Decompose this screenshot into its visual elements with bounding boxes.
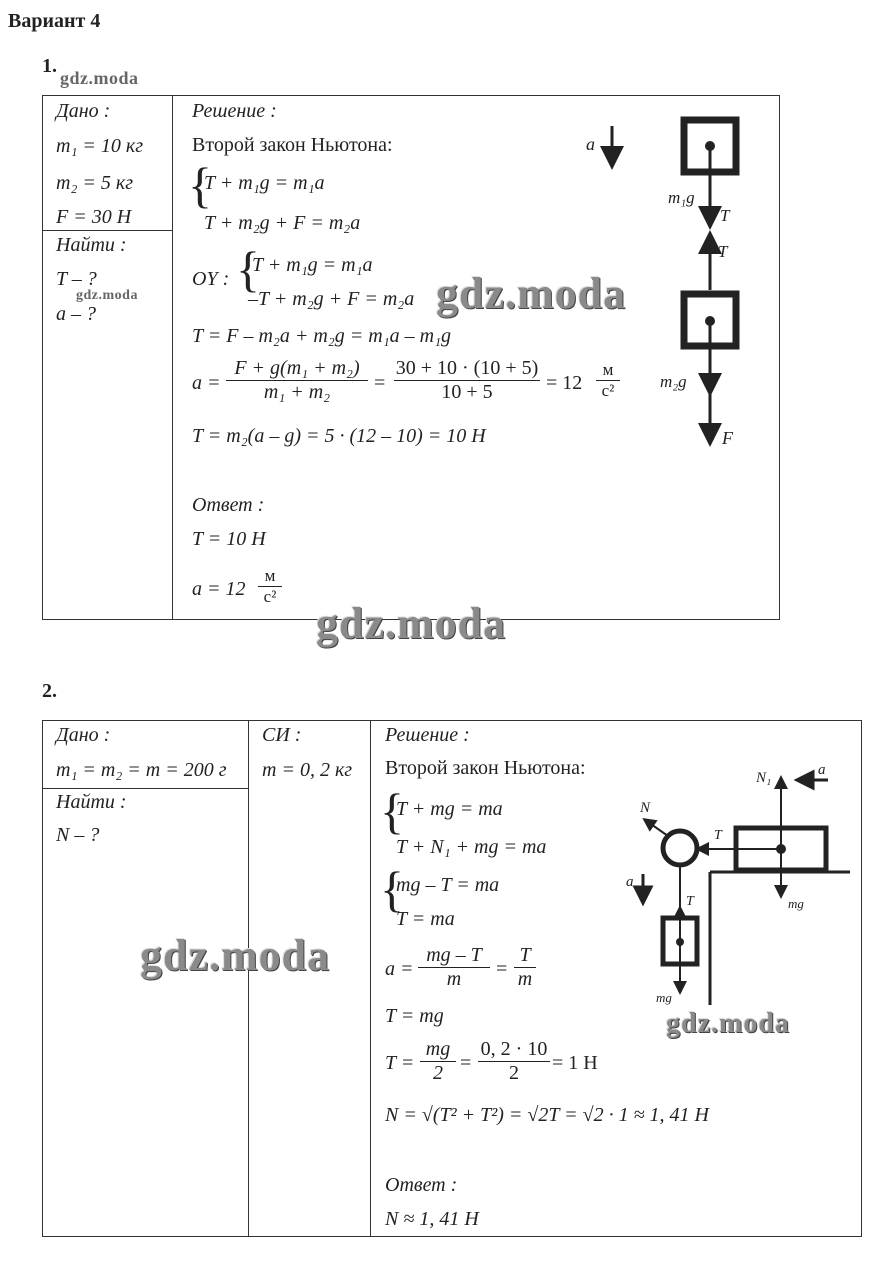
task2-given-header: Дано : (56, 724, 111, 746)
watermark-big-1: gdz.moda (436, 269, 627, 318)
task2-eq-T1: T = mg (385, 1005, 444, 1027)
task2-system2-eq2: T = ma (396, 908, 455, 930)
task1-answer-unit-den: с² (258, 586, 282, 607)
task2-divider-2 (370, 720, 371, 1237)
task2-eq-N: N = √(T² + T²) = √2T = √2 · 1 ≈ 1, 41 Н (385, 1104, 709, 1126)
task1-solution-header: Решение : (192, 100, 277, 122)
task1-number: 1. (42, 55, 57, 77)
watermark-small: gdz.moda (60, 68, 139, 88)
watermark-big-2: gdz.moda (316, 599, 507, 648)
task1-brace-2: { (236, 241, 260, 297)
task2-eq-T2-num: mg (425, 1038, 451, 1060)
task1-find-T: T – ? (56, 268, 97, 290)
task2-diag-mg-label2: mg (656, 990, 672, 1005)
task1-given-m1: m₁ = 10 кг (56, 135, 144, 157)
task1-brace-1: { (188, 157, 212, 213)
task2-eq-T2-frac2 (478, 1038, 550, 1085)
task1-given-header: Дано : (56, 100, 111, 122)
task1-diag-m2g-label: m₂g (660, 372, 687, 391)
watermark-small-2: gdz.moda (76, 288, 138, 303)
task1-eq-a-prefix: a = (192, 372, 221, 394)
task1-eq-a-num2: 30 + 10 · (10 + 5) (395, 357, 539, 379)
task2-diag-mg-label: mg (788, 896, 804, 911)
task1-eq-a-frac1 (226, 357, 368, 404)
task2-find-header: Найти : (56, 791, 127, 813)
task1-given-divider (42, 230, 172, 231)
task2-system2-eq1: mg – T = ma (396, 874, 500, 896)
task2-answer: N ≈ 1, 41 Н (385, 1208, 479, 1230)
task1-law: Второй закон Ньютона: (192, 134, 393, 156)
task2-pulley (663, 831, 697, 865)
task2-find-N: N – ? (56, 824, 100, 846)
task2-answer-header: Ответ : (385, 1174, 458, 1196)
task2-eq-T2-den2: 2 (478, 1061, 550, 1085)
task2-eq-T2-result: = 1 Н (552, 1052, 598, 1074)
task1-given-m2: m₂ = 5 кг (56, 172, 134, 194)
task2-eq-T2-eq: = (460, 1052, 472, 1074)
task1-find-header: Найти : (56, 234, 127, 256)
watermark-big-3: gdz.moda (140, 931, 331, 980)
task2-eq-a-den: m (418, 967, 490, 991)
task1-eq-a-result: = 12 (546, 372, 583, 394)
task2-eq-T2-frac1 (420, 1038, 456, 1085)
task2-eq-a-frac1 (418, 944, 490, 991)
task1-diag-a-label: a (586, 134, 595, 154)
task2-given-divider (42, 788, 248, 789)
task2-system1-eq2: T + N₁ + mg = ma (396, 836, 547, 858)
task1-eq-a-eq: = (374, 372, 386, 394)
task2-eq-a-num: mg – T (426, 944, 482, 966)
task1-unit-num: м (602, 360, 614, 379)
task2-eq-T2-num2: 0, 2 · 10 (480, 1038, 548, 1060)
task1-eq-a-den2: 10 + 5 (394, 380, 540, 404)
task2-diag-a-label: a (818, 762, 826, 778)
task2-eq-a-prefix: a = (385, 958, 414, 980)
task2-eq-a-den2: m (514, 967, 536, 991)
task1-eq-a-frac2 (394, 357, 540, 404)
watermark-big-4: gdz.moda (666, 1008, 790, 1039)
task2-si-header: СИ : (262, 724, 302, 746)
task1-given-F: F = 30 Н (56, 206, 132, 228)
task2-eq-T2-prefix: T = (385, 1052, 415, 1074)
task1-eq-a-den: m₁ + m₂ (226, 380, 368, 404)
task1-diag-T-label2: T (718, 242, 728, 261)
page-title: Вариант 4 (8, 10, 101, 32)
task1-divider (172, 95, 173, 620)
task2-system1-eq1: T + mg = ma (396, 798, 503, 820)
task1-system1-eq1: T + m₁g = m₁a (204, 172, 325, 194)
task2-eq-a-eq: = (496, 958, 508, 980)
task2-diagram (610, 760, 860, 1010)
task1-eq-T2: T = m₂(a – g) = 5 · (12 – 10) = 10 Н (192, 425, 486, 447)
task1-diag-F-label: F (722, 428, 733, 448)
task1-answer-unit-num: м (264, 566, 276, 585)
task2-eq-a-num2: T (519, 944, 531, 966)
task2-diag-N1-label: N₁ (756, 770, 772, 786)
task1-system2-eq1: T + m₁g = m₁a (252, 254, 373, 276)
task2-diag-N-label: N (640, 800, 651, 816)
task1-find-a: a – ? (56, 303, 96, 325)
task2-diag-T-label: T (714, 828, 722, 843)
task1-answer-unit-frac (258, 566, 282, 607)
task1-diag-m1g-label: m₁g (668, 188, 695, 207)
task1-diag-T-label: T (720, 206, 730, 225)
task1-answer-header: Ответ : (192, 494, 265, 516)
task2-eq-a-frac2 (514, 944, 536, 991)
task1-system2-eq2: –T + m₂g + F = m₂a (248, 288, 415, 310)
task1-eq-a-num: F + g(m₁ + m₂) (234, 357, 360, 379)
task1-oy-label: OY : (192, 268, 230, 290)
task2-law: Второй закон Ньютона: (385, 757, 586, 779)
task2-diag-T-label2: T (686, 894, 694, 909)
task2-si-m: m = 0, 2 кг (262, 759, 353, 781)
task1-answer-a: a = 12 (192, 578, 246, 600)
task2-diag-a-label2: a (626, 874, 634, 890)
task2-given-m: m₁ = m₂ = m = 200 г (56, 759, 227, 781)
task1-eq-T1: T = F – m₂a + m₂g = m₁a – m₁g (192, 325, 452, 347)
task1-unit-den: с² (596, 380, 620, 401)
task1-system1-eq2: T + m₂g + F = m₂a (204, 212, 361, 234)
task2-solution-header: Решение : (385, 724, 470, 746)
task2-number: 2. (42, 680, 57, 702)
task1-answer-T: T = 10 Н (192, 528, 266, 550)
task2-eq-T2-den: 2 (420, 1061, 456, 1085)
task2-brace-1: { (380, 783, 404, 839)
task2-brace-2: { (380, 861, 404, 917)
